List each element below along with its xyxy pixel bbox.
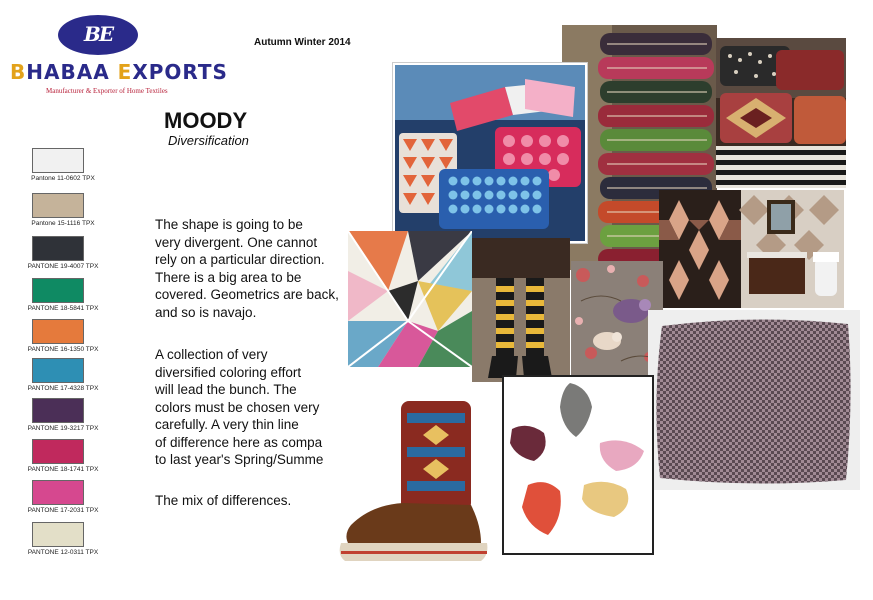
swatch-8 xyxy=(32,439,84,464)
kilim-boot-image xyxy=(331,385,499,581)
season-label: Autumn Winter 2014 xyxy=(254,37,351,48)
body-line: covered. Geometrics are back, xyxy=(155,287,339,302)
swatch-10 xyxy=(32,522,84,547)
swatch-label-2: Pantone 15-1116 TPX xyxy=(31,220,95,227)
swatch-5 xyxy=(32,319,84,344)
body-line: very divergent. One cannot xyxy=(155,234,318,250)
body-line: diversified coloring effort xyxy=(155,364,302,380)
body-line: A collection of very xyxy=(155,347,268,362)
geometric-art-image xyxy=(348,231,472,367)
houndstooth-pillow-image xyxy=(648,310,860,490)
body-line: There is a big area to be xyxy=(155,269,302,285)
theme-title: MOODY xyxy=(164,108,248,133)
body-line: rely on a particular direction. xyxy=(155,252,325,267)
swatch-2 xyxy=(32,193,84,218)
kilim-cushions-image xyxy=(716,38,846,188)
body-paragraph-1 xyxy=(155,216,347,321)
body-line: The mix of differences. xyxy=(155,493,292,508)
swatch-label-5: PANTONE 16-1350 TPX xyxy=(27,346,99,353)
geometric-wall-bathroom-image xyxy=(659,190,844,308)
company-tagline: Manufacturer & Exporter of Home Textiles xyxy=(46,87,168,95)
swatch-label-10: PANTONE 12-0311 TPX xyxy=(27,549,99,556)
company-name: BHABAA EXPORTS xyxy=(10,60,228,84)
body-line: The shape is going to be xyxy=(155,217,303,232)
swatch-label-6: PANTONE 17-4328 TPX xyxy=(27,385,99,392)
swatch-label-8: PANTONE 18-1741 TPX xyxy=(27,466,99,473)
geometric-cushions-image xyxy=(393,63,587,243)
swatch-9 xyxy=(32,480,84,505)
swatch-label-3: PANTONE 19-4007 TPX xyxy=(27,263,99,270)
body-line: to last year's Spring/Summe xyxy=(155,452,324,467)
body-line: carefully. A very thin line xyxy=(155,417,299,432)
body-paragraph-3 xyxy=(155,492,347,510)
swatch-label-4: PANTONE 18-5841 TPX xyxy=(27,305,99,312)
body-line: colors must be chosen very xyxy=(155,399,320,415)
swatch-label-7: PANTONE 19-3217 TPX xyxy=(27,425,99,432)
body-line: will lead the bunch. The xyxy=(155,382,297,397)
body-line: and so is navajo. xyxy=(155,304,257,320)
theme-subtitle: Diversification xyxy=(168,133,249,148)
swatch-3 xyxy=(32,236,84,261)
striped-boots-image xyxy=(472,238,570,382)
swatch-7 xyxy=(32,398,84,423)
logo-monogram: BE xyxy=(83,22,113,46)
pigment-swatches-image xyxy=(502,375,654,555)
body-paragraph-2 xyxy=(155,346,347,469)
swatch-6 xyxy=(32,358,84,383)
swatch-label-1: Pantone 11-0602 TPX xyxy=(31,175,95,182)
swatch-4 xyxy=(32,278,84,303)
body-line: of difference here as compa xyxy=(155,434,323,450)
swatch-1 xyxy=(32,148,84,173)
swatch-label-9: PANTONE 17-2031 TPX xyxy=(27,507,99,514)
